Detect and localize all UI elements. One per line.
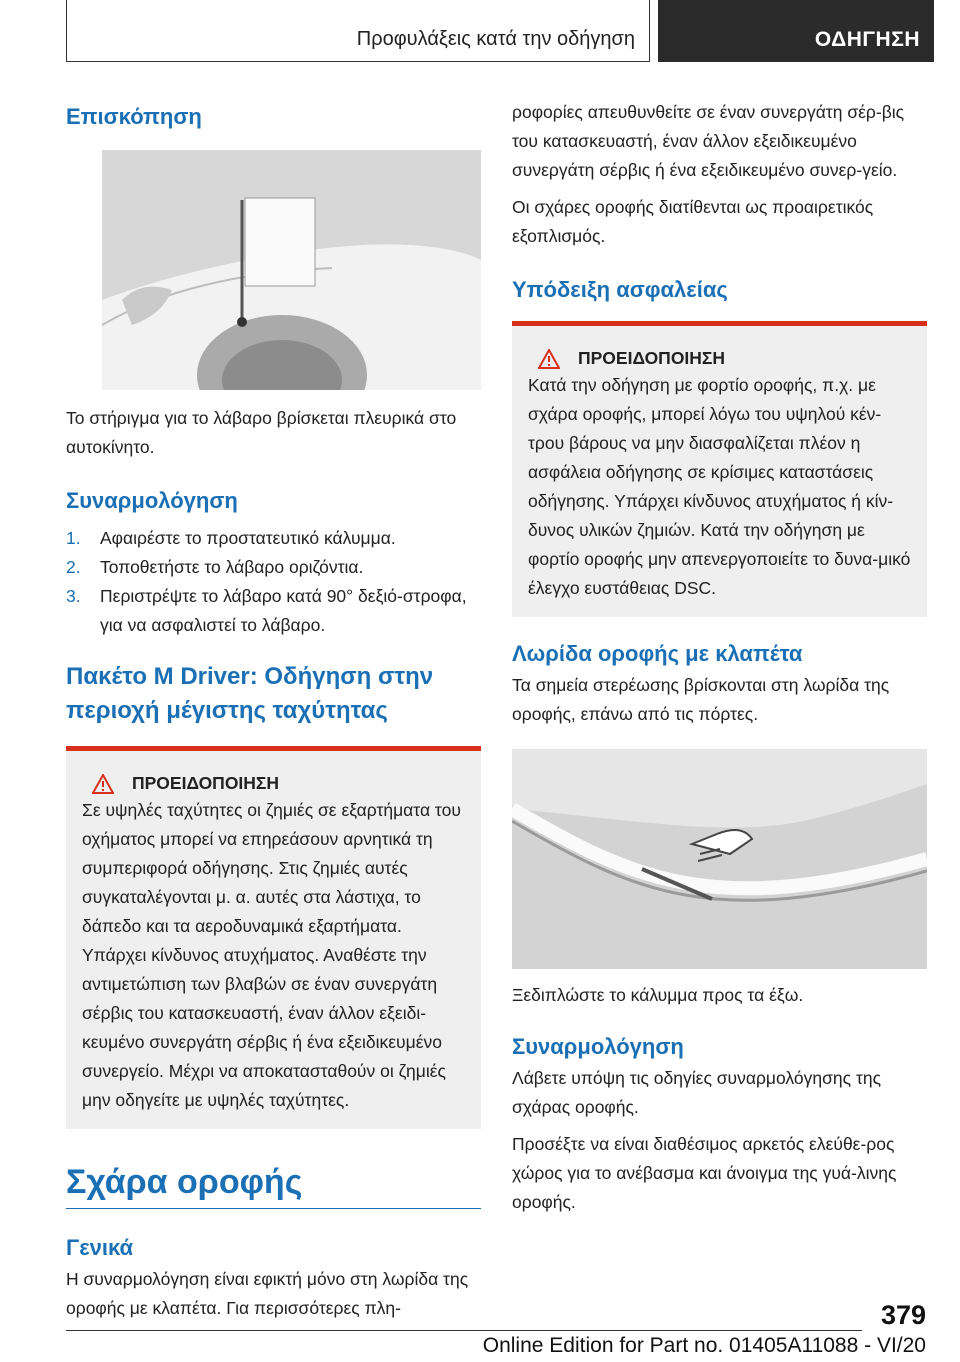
roof-strip-heading: Λωρίδα οροφής με κλαπέτα — [512, 641, 803, 666]
edition-text: Online Edition for Part no. 01405A11088 - VI/20 — [482, 1334, 926, 1357]
list-item — [66, 524, 481, 553]
step-number: 2. — [66, 557, 81, 577]
overview-caption: Το στήριγμα για το λάβαρο βρίσκεται πλευρικά στο αυτοκίνητο. — [66, 408, 457, 457]
warning-box-roof — [512, 321, 927, 617]
step-text: Αφαιρέστε το προστατευτικό κάλυμμα. — [100, 528, 396, 548]
mdriver-heading: Πακέτο M Driver: Οδήγηση στην περιοχή μέγιστης ταχύτητας — [66, 663, 434, 724]
assembly-steps — [66, 524, 481, 640]
header-chapter-title: ΟΔΗΓΗΣΗ — [814, 28, 920, 51]
continued-text: ροφορίες απευθυνθείτε σε έναν συνεργάτη σέρ-βις του κατασκευαστή, έναν άλλον εξειδικευμένο συνεργάτη σέρβις ή ένα εξειδικευμένο συνερ-γείο. — [512, 102, 905, 180]
warning-title: ΠΡΟΕΙΔΟΠΟΙΗΣΗ — [578, 348, 726, 368]
assembly-text-2: Προσέξτε να είναι διαθέσιμος αρκετός ελεύθε-ρος χώρος για το ανέβασμα και άνοιγμα της γυά-λινης οροφής. — [512, 1134, 897, 1212]
roof-strip-image — [512, 749, 927, 969]
fold-caption: Ξεδιπλώστε το κάλυμμα προς τα έξω. — [512, 985, 804, 1005]
safety-heading: Υπόδειξη ασφαλείας — [512, 277, 728, 302]
header-chapter-box — [658, 0, 934, 62]
page-number: 379 — [880, 1300, 926, 1330]
assembly-text-1: Λάβετε υπόψη τις οδηγίες συναρμολόγησης της σχάρας οροφής. — [512, 1068, 882, 1117]
warning-triangle-icon — [538, 349, 560, 369]
roof-rack-heading: Σχάρα οροφής — [66, 1163, 303, 1201]
assembly-heading-right: Συναρμολόγηση — [512, 1034, 684, 1059]
optional-text: Οι σχάρες οροφής διατίθενται ως προαιρετικός εξοπλισμός. — [512, 197, 874, 246]
list-item — [66, 582, 481, 640]
general-text: Η συναρμολόγηση είναι εφικτή μόνο στη λωρίδα της οροφής με κλαπέτα. Για περισσότερες πλη- — [66, 1269, 469, 1318]
footer-rule — [66, 1330, 862, 1331]
step-text: Περιστρέψτε το λάβαρο κατά 90° δεξιό-στροφα, για να ασφαλιστεί το λάβαρο. — [100, 586, 467, 635]
warning-text: Σε υψηλές ταχύτητες οι ζημιές σε εξαρτήματα του οχήματος μπορεί να επηρεάσουν αρνητικά τη συμπεριφορά οδήγησης. Στις ζημιές αυτές συγκαταλέγονται μ. α. αυτές στα λάστιχα, το δάπεδο και τα αεροδυναμικά εξαρτήματα. Υπάρχει κίνδυνος ατυχήματος. Αναθέστε την αντιμετώπιση των βλαβών σε έναν συνεργάτη σέρβις του κατασκευαστή, έναν άλλον εξειδι-κευμένο συνεργάτη σέρβις ή ένα εξειδικευμένο συνεργείο. Μέχρι να αποκατασταθούν οι ζημιές μην οδηγείτε με υψηλές ταχύτητες. — [82, 800, 461, 1110]
warning-box-mdriver — [66, 746, 481, 1129]
heading-rule — [66, 1208, 481, 1209]
list-item — [66, 553, 481, 582]
roof-strip-text: Τα σημεία στερέωσης βρίσκονται στη λωρίδα της οροφής, επάνω από τις πόρτες. — [512, 675, 890, 724]
assembly-heading: Συναρμολόγηση — [66, 488, 238, 513]
step-text: Τοποθετήστε το λάβαρο οριζόντια. — [100, 557, 364, 577]
warning-triangle-icon — [92, 774, 114, 794]
left-column — [66, 104, 481, 1323]
warning-text: Κατά την οδήγηση με φορτίο οροφής, π.χ. με σχάρα οροφής, μπορεί λόγω του υψηλού κέν-τρου βάρους να μην διασφαλίζεται πλέον η ασφάλεια οδήγησης σε κρίσιμες καταστάσεις οδήγησης. Υπάρχει κίνδυνος ατυχήματος ή κίν-δυνος υλικών ζημιών. Κατά την οδήγηση με φορτίο οροφής μην απενεργοποιείτε το δυνα-μικό έλεγχο ευστάθειας DSC. — [528, 375, 911, 598]
header-section-title: Προφυλάξεις κατά την οδήγηση — [356, 28, 635, 50]
step-number: 3. — [66, 586, 81, 606]
step-number: 1. — [66, 528, 81, 548]
warning-title: ΠΡΟΕΙΔΟΠΟΙΗΣΗ — [132, 773, 280, 793]
flag-holder-image — [102, 150, 481, 390]
right-column — [512, 98, 927, 1217]
overview-heading: Επισκόπηση — [66, 104, 202, 129]
general-heading: Γενικά — [66, 1235, 134, 1260]
header-section-box — [66, 0, 650, 62]
